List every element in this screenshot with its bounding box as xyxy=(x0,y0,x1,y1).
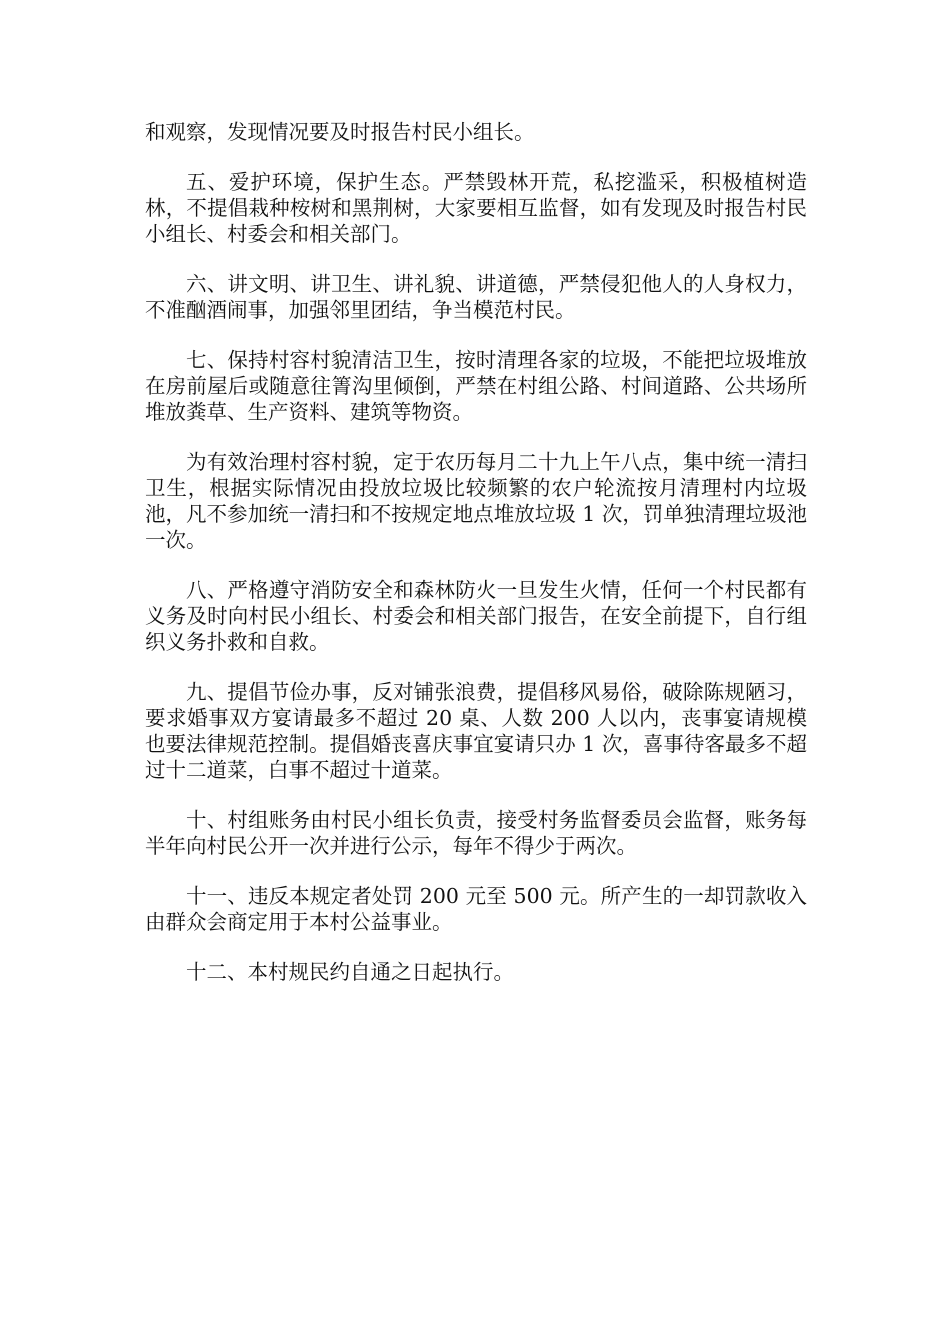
paragraph-article-8: 八、严格遵守消防安全和森林防火一旦发生火情，任何一个村民都有义务及时向村民小组长、村委会和相关部门报告，在安全前提下，自行组织义务扑救和自救。 xyxy=(145,578,807,654)
document-body xyxy=(145,119,807,1009)
paragraph-article-10: 十、村组账务由村民小组长负责，接受村务监督委员会监督，账务每半年向村民公开一次并进行公示，每年不得少于两次。 xyxy=(145,808,807,858)
paragraph-article-6: 六、讲文明、讲卫生、讲礼貌、讲道德，严禁侵犯他人的人身权力，不准酗酒闹事，加强邻里团结，争当模范村民。 xyxy=(145,272,807,322)
paragraph-article-12: 十二、本村规民约自通之日起执行。 xyxy=(186,960,514,984)
paragraph-article-5: 五、爱护环境，保护生态。严禁毁林开荒，私挖滥采，积极植树造林，不提倡栽种桉树和黑荆树，大家要相互监督，如有发现及时报告村民小组长、村委会和相关部门。 xyxy=(145,170,807,246)
paragraph-article-7: 七、保持村容村貌清洁卫生，按时清理各家的垃圾，不能把垃圾堆放在房前屋后或随意往箐沟里倾倒，严禁在村组公路、村间道路、公共场所堆放粪草、生产资料、建筑等物资。 xyxy=(145,348,807,424)
paragraph-article-9: 九、提倡节俭办事，反对铺张浪费，提倡移风易俗，破除陈规陋习，要求婚事双方宴请最多不超过 20 桌、人数 200 人以内，丧事宴请规模也要法律规范控制。提倡婚丧喜庆事宜宴请只办 1 次，喜事待客最多不超过十二道菜，白事不超过十道菜。 xyxy=(145,680,807,782)
paragraph-continuation: 和观察，发现情况要及时报告村民小组长。 xyxy=(145,120,535,144)
paragraph-article-11: 十一、违反本规定者处罚 200 元至 500 元。所产生的一却罚款收入由群众会商定用于本村公益事业。 xyxy=(145,884,807,934)
paragraph-cleaning-rule: 为有效治理村容村貌，定于农历每月二十九上午八点，集中统一清扫卫生，根据实际情况由投放垃圾比较频繁的农户轮流按月清理村内垃圾池，凡不参加统一清扫和不按规定地点堆放垃圾 1 次，罚单独清理垃圾池一次。 xyxy=(145,450,807,552)
